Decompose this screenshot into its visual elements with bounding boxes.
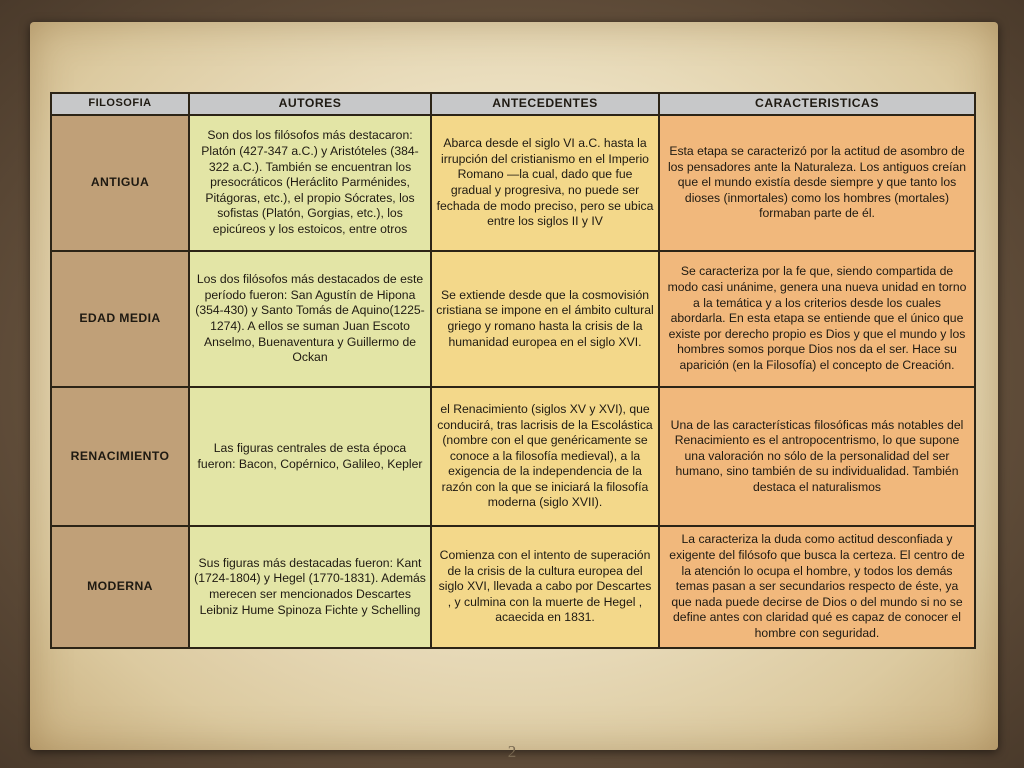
table-row [51, 526, 975, 648]
header-caracteristicas: CARACTERISTICAS [659, 93, 975, 115]
header-autores: AUTORES [189, 93, 431, 115]
era-cell: EDAD MEDIA [51, 251, 189, 387]
autores-cell: Sus figuras más destacadas fueron: Kant (1724-1804) y Hegel (1770-1831). Además merecen ser mencionados Descartes Leibniz Hume Spinoza Fichte y Schelling [189, 526, 431, 648]
table-row [51, 115, 975, 251]
table-row [51, 251, 975, 387]
autores-cell: Las figuras centrales de esta época fueron: Bacon, Copérnico, Galileo, Kepler [189, 387, 431, 526]
antecedentes-cell: el Renacimiento (siglos XV y XVI), que conducirá, tras lacrisis de la Escolástica (nombre con el que genéricamente se conoce a la filosofía medieval), a la exigencia de la independencia de la razón con la que se iniciará la filosofía moderna (siglo XVII). [431, 387, 659, 526]
philosophy-table [50, 92, 976, 649]
antecedentes-cell: Abarca desde el siglo VI a.C. hasta la irrupción del cristianismo en el Imperio Romano —la cual, dado que fue gradual y progresiva, no puede ser fechada de modo preciso, pero se ubica entre los siglos II y IV [431, 115, 659, 251]
caracteristicas-cell: La caracteriza la duda como actitud desconfiada y exigente del filósofo que busca la certeza. El centro de la atención lo ocupa el hombre, y todos los demás temas pasan a ser secundarios respecto de éste, ya que nada puede decirse de Dios o del mundo si no se define antes con claridad qué es capaz de conocer el hombre con seguridad. [659, 526, 975, 648]
antecedentes-cell: Comienza con el intento de superación de la crisis de la cultura europea del siglo XVI, llevada a cabo por Descartes , y culmina con la muerte de Hegel , acaecida en 1831. [431, 526, 659, 648]
header-filosofia: FILOSOFIA [51, 93, 189, 115]
autores-cell: Los dos filósofos más destacados de este período fueron: San Agustín de Hipona (354-430) y Santo Tomás de Aquino(1225-1274). A ellos se suman Juan Escoto Anselmo, Buenaventura y Guillermo de Ockan [189, 251, 431, 387]
autores-cell: Son dos los filósofos más destacaron: Platón (427-347 a.C.) y Aristóteles (384-322 a.C.). También se encuentran los presocráticos (Heráclito Parménides, Pitágoras, etc.), el propio Sócrates, los sofistas (Platón, Gorgias, etc.), los epicúreos y los estoicos, entre otros [189, 115, 431, 251]
table-header-row [51, 93, 975, 115]
era-cell: ANTIGUA [51, 115, 189, 251]
table-row [51, 387, 975, 526]
antecedentes-cell: Se extiende desde que la cosmovisión cristiana se impone en el ámbito cultural griego y romano hasta la crisis de la humanidad europea en el siglo XVI. [431, 251, 659, 387]
caracteristicas-cell: Se caracteriza por la fe que, siendo compartida de modo casi unánime, genera una nueva unidad en torno a la temática y a los criterios desde los cuales abordarla. En esta etapa se entiende que el único que existe por derecho propio es Dios y que el mundo y los hombres somos porque Dios nos da el ser. Hace su aparición (en la Filosofía) el concepto de Creación. [659, 251, 975, 387]
caracteristicas-cell: Una de las características filosóficas más notables del Renacimiento es el antropocentrismo, lo que supone una valoración no sólo de la personalidad del ser humano, sino también de su individualidad. También destaca el naturalismos [659, 387, 975, 526]
header-antecedentes: ANTECEDENTES [431, 93, 659, 115]
era-cell: RENACIMIENTO [51, 387, 189, 526]
page-number: 2 [507, 742, 517, 761]
caracteristicas-cell: Esta etapa se caracterizó por la actitud de asombro de los pensadores ante la Naturaleza. Los antiguos creían que el mundo existía desde siempre y que tanto los dioses (inmortales) como los hombres (mortales) formaban parte de él. [659, 115, 975, 251]
era-cell: MODERNA [51, 526, 189, 648]
